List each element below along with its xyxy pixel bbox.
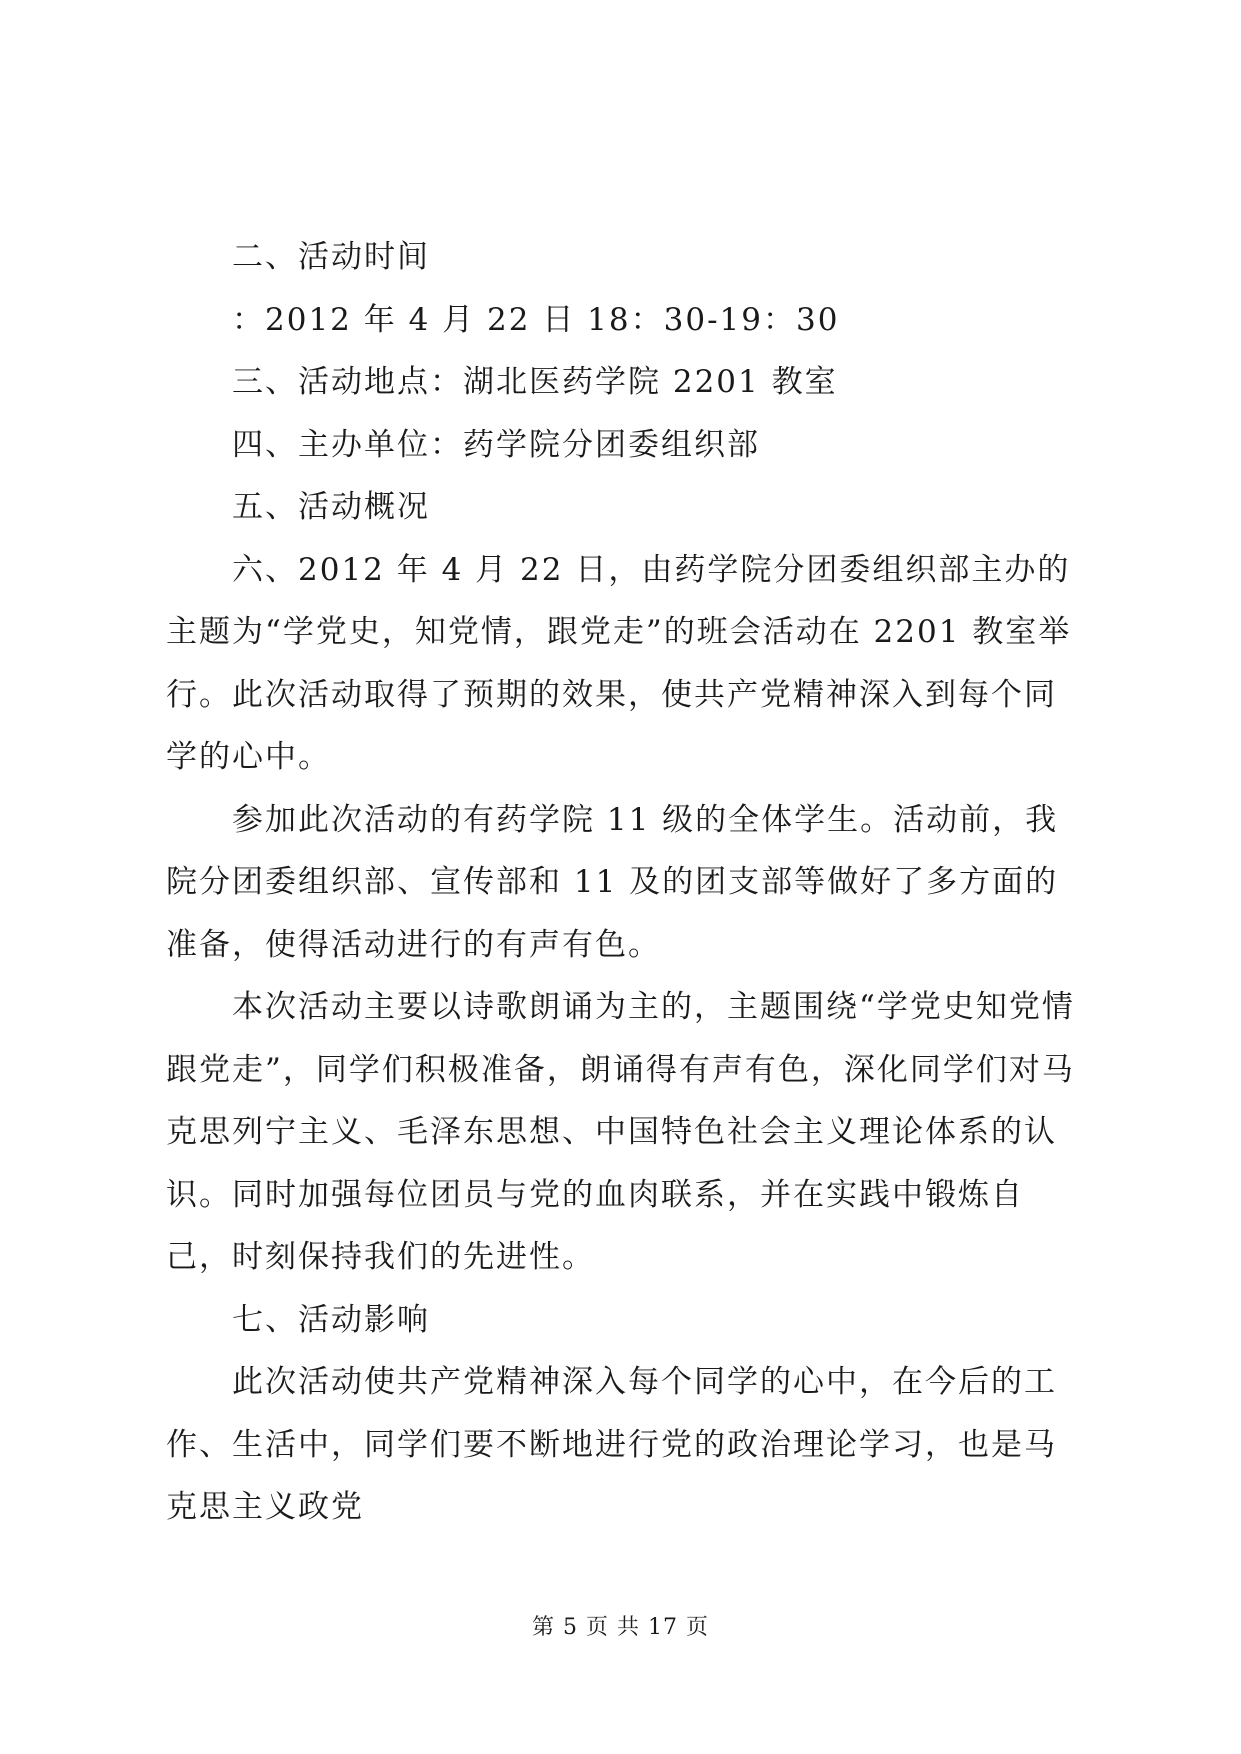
participants-paragraph: 参加此次活动的有药学院 11 级的全体学生。活动前，我院分团委组织部、宣传部和 11 及的团支部等做好了多方面的准备，使得活动进行的有声有色。	[166, 801, 1059, 963]
activity-time: ：2012 年 4 月 22 日 18：30-19：30	[232, 301, 840, 338]
content-paragraph: 本次活动主要以诗歌朗诵为主的，主题围绕“学党史知党情跟党走”，同学们积极准备，朗诵得有声有色，深化同学们对马克思列宁主义、毛泽东思想、中国特色社会主义理论体系的认识。同时加强每位团员与党的血肉联系，并在实践中锻炼自己，时刻保持我们的先进性。	[166, 989, 1075, 1275]
activity-location: 三、活动地点：湖北医药学院 2201 教室	[232, 364, 838, 400]
overview-paragraph: 六、2012 年 4 月 22 日，由药学院分团委组织部主办的主题为“学党史，知党情，跟党走”的班会活动在 2201 教室举行。此次活动取得了预期的效果，使共产党精神深入到每个同学的心中。	[166, 551, 1072, 775]
document-body	[166, 226, 1086, 1539]
impact-paragraph: 此次活动使共产党精神深入每个同学的心中，在今后的工作、生活中，同学们要不断地进行党的政治理论学习，也是马克思主义政党	[166, 1364, 1057, 1525]
section-7-heading: 七、活动影响	[232, 1301, 430, 1338]
page-footer: 第 5 页 共 17 页	[532, 1615, 709, 1640]
section-5-heading: 五、活动概况	[232, 489, 430, 525]
section-2-heading: 二、活动时间	[232, 239, 430, 275]
organizer: 四、主办单位：药学院分团委组织部	[232, 426, 760, 463]
